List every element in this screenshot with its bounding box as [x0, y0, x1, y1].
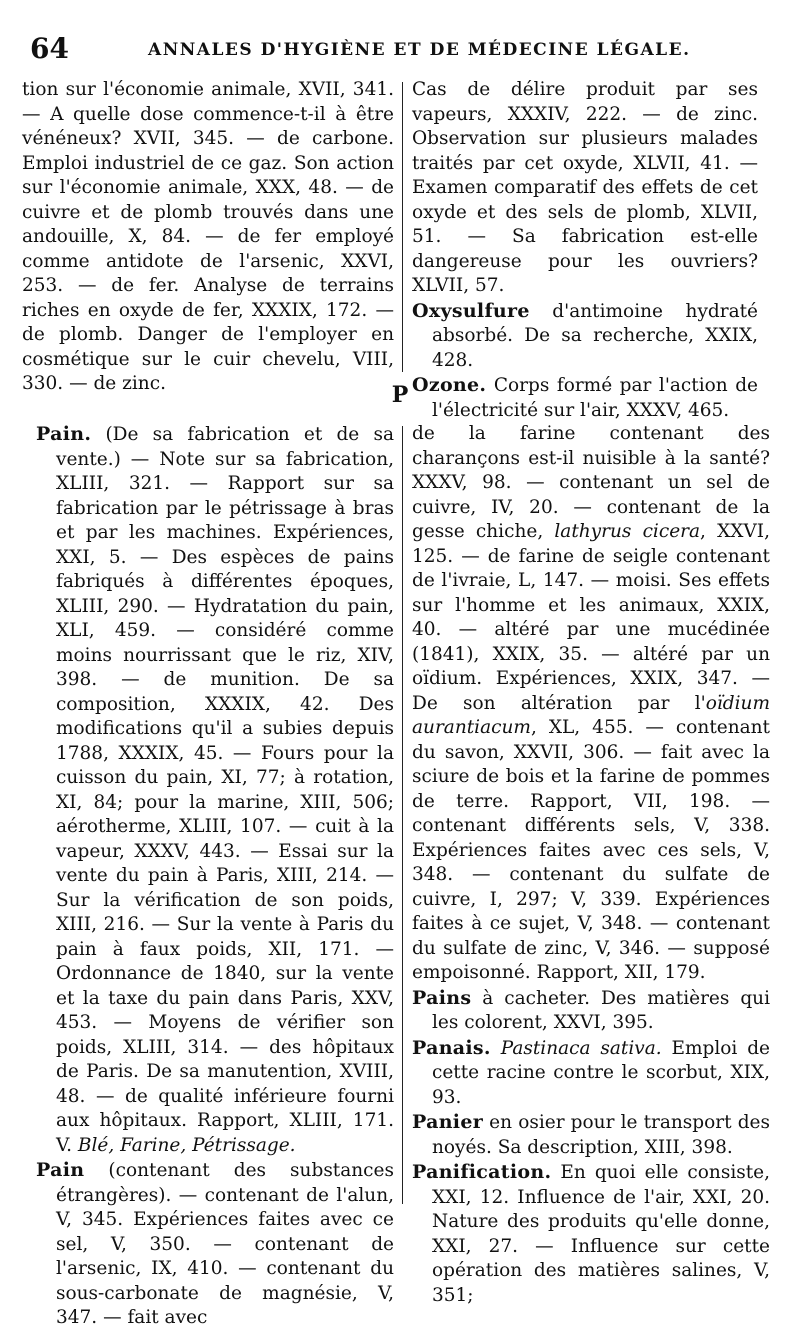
continuation-paragraph: tion sur l'économie animale, XVII, 341. — A quelle dose commence-t-il à être vénéneux? XVII, 345. — de carbone. Emploi industriel de ce gaz. Son action sur l'économie animale, XXX, 48. — de cuivre et de plomb trouvés dans une andouille, X, 84. — de fer employé comme antidote de l'arsenic, XXVI, 253. — de fer. Analyse de terrains riches en oxyde de fer, XXXIX, 172. — de plomb. Danger de l'employer en cosmétique sur le cuir chevelu, VIII, 330. — de zinc. [22, 79, 394, 394]
headword: Panier [412, 1111, 484, 1133]
entry-text: à cacheter. Des matières qui les colorent, XXVI, 395. [432, 987, 770, 1033]
text-run: , XXVI, 125. — de farine de seigle contenant de l'ivraie, L, 147. — moisi. Ses effets sur l'homme et les animaux, XXIX, 40. — altéré par une mucédinée (1841), XXIX, 35. — altéré par un oïdium. Expériences, XXIX, 347. — De son altération par l' [412, 521, 770, 714]
latin-name: Pastinaca sativa. [490, 1037, 662, 1059]
headword: Pains [412, 986, 472, 1009]
text-run: , XL, 455. — contenant du savon, XXVII, 306. — fait avec la sciure de bois et la farine de pommes de terre. Rapport, VII, 198. — contenant différents sels, V, 338. Expériences faites avec ces sels, V, 348. — contenant du sulfate de cuivre, I, 297; V, 339. Expériences faites à ce sujet, V, 348. — contenant du sulfate de zinc, V, 346. — supposé empoisonné. Rapport, XII, 179. [412, 717, 770, 983]
headword: Panification. [412, 1161, 552, 1183]
latin-name: oïdium aurantiacum [412, 692, 770, 738]
see-also: Blé, Farine, Pétrissage. [77, 1134, 296, 1156]
section-letter: P [391, 382, 409, 408]
top-right-column [412, 78, 758, 423]
entry-pain-substances [36, 1158, 394, 1331]
column-divider-top [402, 82, 403, 372]
entry-text: En quoi elle consiste, XXI, 12. Influence de l'air, XXI, 20. Nature des produits qu'elle donne, XXI, 27. — Influence sur cette opération des matières salines, V, 351; [432, 1162, 770, 1306]
entry-oxysulfure [412, 299, 758, 374]
entry-text: Emploi de cette racine contre le scorbut, XIX, 93. [432, 1037, 770, 1108]
headword: Ozone. [412, 374, 487, 396]
headword: Oxysulfure [412, 299, 530, 322]
continuation-paragraph: Cas de délire produit par ses vapeurs, XXXIV, 222. — de zinc. Observation sur plusieurs malades traités par cet oxyde, XLVII, 41. — Examen comparatif des effets de cet oxyde et des sels de plomb, XLVII, 51. — Sa fabrication est-elle dangereuse pour les ouvriers? XLVII, 57. [412, 79, 758, 296]
left-main-column [36, 422, 394, 1331]
entry-text: (De sa fabrication et de sa vente.) — Note sur sa fabrication, XLIII, 321. — Rapport sur sa fabrication par le pétrissage à bras et par les machines. Expériences, XXI, 5. — Des espèces de pains fabriqués à différentes époques, XLIII, 290. — Hydratation du pain, XLI, 459. — considéré comme moins nourrissant que le riz, XIV, 398. — de munition. De sa composition, XXXIX, 42. Des modifications qu'il a subies depuis 1788, XXXIX, 45. — Fours pour la cuisson du pain, XI, 77; à rotation, XI, 84; pour la marine, XIII, 506; aérotherme, XLIII, 107. — cuit à la vapeur, XXXV, 443. — Essai sur la vente du pain à Paris, XIII, 214. — Sur la vérification de son poids, XIII, 216. — Sur la vente à Paris du pain à faux poids, XII, 171. — Ordonnance de 1840, sur la vente et la taxe du pain dans Paris, XXV, 453. — Moyens de vérifier son poids, XLIII, 314. — des hôpitaux de Paris. De sa manutention, XVIII, 48. — de qualité inférieure fourni aux hôpitaux. Rapport, XLIII, 171. V. [56, 424, 394, 1156]
entry-text: en osier pour le transport des noyés. Sa description, XIII, 398. [432, 1112, 770, 1158]
entry-panier [412, 1110, 770, 1160]
entry-panais [412, 1036, 770, 1111]
column-divider-main [402, 426, 403, 1204]
headword: Pain. [36, 423, 92, 445]
running-title: ANNALES D'HYGIÈNE ET DE MÉDECINE LÉGALE. [148, 40, 691, 60]
page-number: 64 [30, 32, 69, 65]
latin-name: lathyrus cicera [554, 521, 701, 542]
text-run: de la farine contenant des charançons est-il nuisible à la santé? XXXV, 98. — contenant un sel de cuivre, IV, 20. — contenant de la gesse chiche, [412, 423, 770, 542]
page-header [30, 30, 770, 70]
headword: Panais. [412, 1036, 491, 1059]
entry-text: d'antimoine hydraté absorbé. De sa recherche, XXIX, 428. [432, 300, 758, 371]
entry-pain-fabrication [36, 422, 394, 1158]
entry-panification [412, 1160, 770, 1308]
entry-text: Corps formé par l'action de l'électricité sur l'air, XXXV, 465. [432, 375, 758, 421]
continuation-paragraph [412, 422, 770, 986]
top-left-column [22, 78, 394, 397]
headword: Pain [36, 1159, 85, 1181]
right-main-column [412, 422, 770, 1308]
entry-pains [412, 986, 770, 1036]
entry-text: (contenant des substances étrangères). — contenant de l'alun, V, 345. Expériences faites avec ce sel, V, 350. — contenant de l'arsenic, IX, 410. — contenant du sous-carbonate de magnésie, V, 347. — fait avec [56, 1160, 394, 1328]
